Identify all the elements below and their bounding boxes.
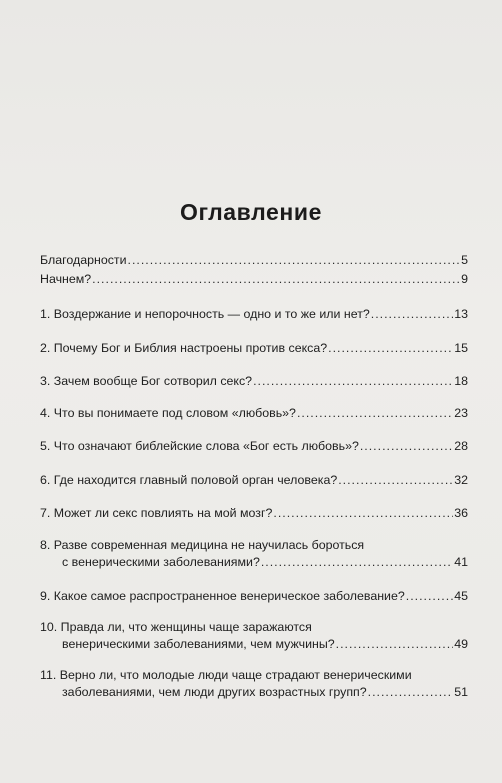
toc-entry-chapter-11[interactable] bbox=[40, 667, 468, 701]
toc-page-number: 5 bbox=[461, 253, 468, 267]
dot-leader bbox=[92, 271, 460, 288]
toc-entry-text-continued: венерическими заболеваниями, чем мужчины? bbox=[62, 637, 335, 651]
dot-leader bbox=[253, 373, 453, 390]
toc-entry-text: 4. Что вы понимаете под словом «любовь»? bbox=[40, 406, 296, 420]
toc-entry-chapter-5[interactable] bbox=[40, 438, 468, 455]
toc-entry-text: 6. Где находится главный половой орган человека? bbox=[40, 473, 338, 487]
toc-entry-text-continued: заболеваниями, чем люди других возрастных групп? bbox=[62, 685, 367, 699]
toc-entry-text: 5. Что означают библейские слова «Бог есть любовь»? bbox=[40, 439, 359, 453]
toc-entry-text-continued: с венерическими заболеваниями? bbox=[62, 555, 260, 569]
dot-leader bbox=[360, 438, 453, 455]
toc-entry-text: 11. Верно ли, что молодые люди чаще страдают венерическими bbox=[40, 668, 412, 682]
dot-leader bbox=[261, 554, 453, 571]
toc-page-number: 45 bbox=[454, 589, 468, 603]
dot-leader bbox=[336, 636, 454, 653]
toc-page-number: 49 bbox=[454, 637, 468, 651]
bleed-through-text bbox=[85, 55, 345, 67]
dot-leader bbox=[406, 588, 453, 605]
toc-page-number: 9 bbox=[461, 272, 468, 286]
toc-page-number: 51 bbox=[454, 685, 468, 699]
dot-leader bbox=[328, 340, 453, 357]
dot-leader bbox=[128, 252, 461, 269]
toc-page-number: 36 bbox=[454, 506, 468, 520]
page-title: Оглавление bbox=[179, 199, 323, 225]
toc-entry-text: 9. Какое самое распространенное венерическое заболевание? bbox=[40, 589, 405, 603]
dot-leader bbox=[297, 405, 453, 422]
toc-entry-acknowledgements[interactable] bbox=[40, 252, 468, 269]
dot-leader bbox=[368, 684, 454, 701]
toc-entry-chapter-2[interactable] bbox=[40, 340, 468, 357]
toc-entry-chapter-8[interactable] bbox=[40, 537, 468, 571]
toc-entry-intro[interactable] bbox=[40, 271, 468, 288]
toc-entry-chapter-3[interactable] bbox=[40, 373, 468, 390]
dot-leader bbox=[273, 505, 453, 522]
toc-page-number: 41 bbox=[454, 555, 468, 569]
toc-entry-text: Благодарности bbox=[40, 253, 127, 267]
toc-entry-chapter-6[interactable] bbox=[40, 472, 468, 489]
dot-leader bbox=[371, 306, 453, 323]
dot-leader bbox=[338, 472, 453, 489]
toc-entry-chapter-9[interactable] bbox=[40, 588, 468, 605]
toc-entry-text: 3. Зачем вообще Бог сотворил секс? bbox=[40, 374, 253, 388]
toc-entry-text: 2. Почему Бог и Библия настроены против секса? bbox=[40, 341, 328, 355]
toc-entry-text: 8. Разве современная медицина не научилась бороться bbox=[40, 538, 365, 552]
toc-entry-text: 10. Правда ли, что женщины чаще заражаются bbox=[40, 620, 312, 634]
toc-entry-text: 1. Воздержание и непорочность — одно и то же или нет? bbox=[40, 307, 370, 321]
toc-entry-chapter-10[interactable] bbox=[40, 619, 468, 653]
toc-page-number: 18 bbox=[454, 374, 468, 388]
toc-page-number: 15 bbox=[454, 341, 468, 355]
toc-entry-chapter-7[interactable] bbox=[40, 505, 468, 522]
toc-entry-chapter-4[interactable] bbox=[40, 405, 468, 422]
toc-entry-chapter-1[interactable] bbox=[40, 306, 468, 323]
toc-entry-text: Начнем? bbox=[40, 272, 92, 286]
toc-page-number: 32 bbox=[454, 473, 468, 487]
toc-page-number: 13 bbox=[454, 307, 468, 321]
toc-page-number: 28 bbox=[454, 439, 468, 453]
toc-entry-text: 7. Может ли секс повлиять на мой мозг? bbox=[40, 506, 273, 520]
toc-page-number: 23 bbox=[454, 406, 468, 420]
